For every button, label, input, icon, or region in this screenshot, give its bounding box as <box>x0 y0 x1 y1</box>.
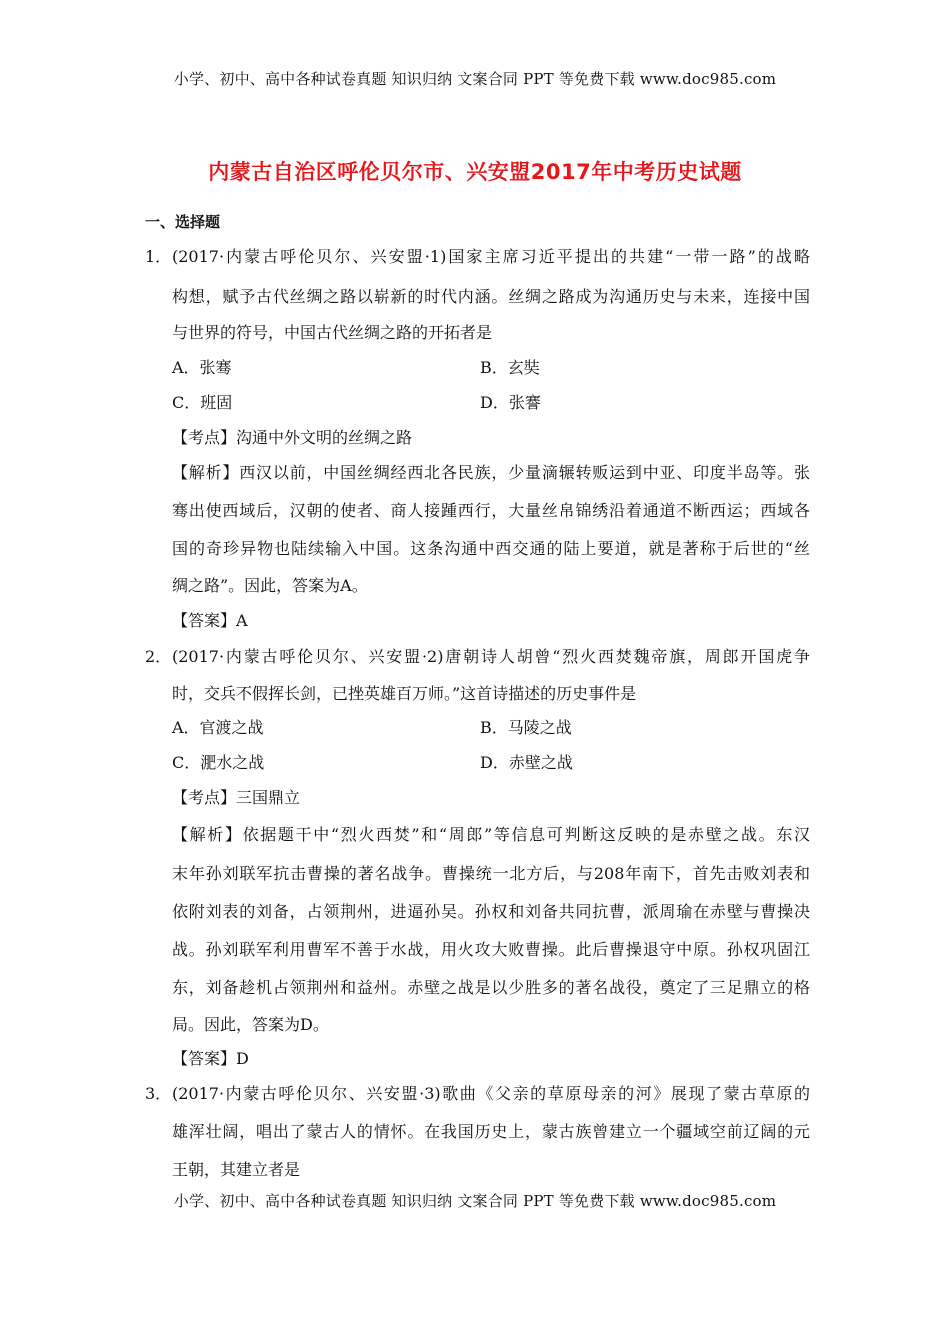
option-d: D．赤壁之战 <box>480 753 573 772</box>
question-text-line: (2017·内蒙古呼伦贝尔、兴安盟·1)国家主席习近平提出的共建“一带一路”的战略 <box>172 247 810 266</box>
question-number: 2． <box>145 647 172 666</box>
option-b: B．马陵之战 <box>480 718 572 737</box>
option-c: C．淝水之战 <box>172 753 265 772</box>
question-text-line: 雄浑壮阔，唱出了蒙古人的情怀。在我国历史上，蒙古族曾建立一个疆域空前辽阔的元 <box>172 1122 810 1141</box>
page-header: 小学、初中、高中各种试卷真题 知识归纳 文案合同 PPT 等免费下载 www.doc985.com <box>173 70 777 88</box>
analysis-line: 绸之路”。因此，答案为A。 <box>172 576 368 595</box>
option-a: A．张骞 <box>172 358 232 377</box>
question-text-line: (2017·内蒙古呼伦贝尔、兴安盟·3)歌曲《父亲的草原母亲的河》展现了蒙古草原的 <box>172 1084 810 1103</box>
analysis-line: 局。因此，答案为D。 <box>172 1015 329 1034</box>
kaodian: 【考点】沟通中外文明的丝绸之路 <box>172 428 413 447</box>
question-text-line: 构想，赋予古代丝绸之路以崭新的时代内涵。丝绸之路成为沟通历史与未来，连接中国 <box>172 287 810 306</box>
option-c: C．班固 <box>172 393 233 412</box>
question-text-line: 王朝，其建立者是 <box>172 1160 301 1179</box>
kaodian: 【考点】三国鼎立 <box>172 788 301 807</box>
option-a: A．官渡之战 <box>172 718 264 737</box>
analysis-line: 依附刘表的刘备，占领荆州，进逼孙吴。孙权和刘备共同抗曹，派周瑜在赤壁与曹操决 <box>172 902 810 921</box>
page-title: 内蒙古自治区呼伦贝尔市、兴安盟2017年中考历史试题 <box>208 160 742 184</box>
section-heading: 一、选择题 <box>145 213 221 231</box>
question-number: 3． <box>145 1084 172 1103</box>
analysis-line: 战。孙刘联军利用曹军不善于水战，用火攻大败曹操。此后曹操退守中原。孙权巩固江 <box>172 940 810 959</box>
question-text-line: 时，交兵不假挥长剑，已挫英雄百万师。”这首诗描述的历史事件是 <box>172 684 637 703</box>
option-d: D．张謇 <box>480 393 541 412</box>
analysis-line: 末年孙刘联军抗击曹操的著名战争。曹操统一北方后，与208年南下，首先击败刘表和 <box>172 864 810 883</box>
analysis-line: 国的奇珍异物也陆续输入中国。这条沟通中西交通的陆上要道，就是著称于后世的“丝 <box>172 539 810 558</box>
answer: 【答案】D <box>172 1049 249 1068</box>
analysis-line: 东，刘备趁机占领荆州和益州。赤壁之战是以少胜多的著名战役，奠定了三足鼎立的格 <box>172 978 810 997</box>
question-text-line: 与世界的符号，中国古代丝绸之路的开拓者是 <box>172 323 493 342</box>
question-text-line: (2017·内蒙古呼伦贝尔、兴安盟·2)唐朝诗人胡曾“烈火西焚魏帝旗，周郎开国虎争 <box>172 647 810 666</box>
analysis-line: 骞出使西域后，汉朝的使者、商人接踵西行，大量丝帛锦绣沿着通道不断西运；西域各 <box>172 501 810 520</box>
question-number: 1． <box>145 247 172 266</box>
page-footer: 小学、初中、高中各种试卷真题 知识归纳 文案合同 PPT 等免费下载 www.doc985.com <box>173 1192 777 1210</box>
analysis-line: 【解析】依据题干中“烈火西焚”和“周郎”等信息可判断这反映的是赤壁之战。东汉 <box>172 825 810 844</box>
answer: 【答案】A <box>172 611 248 630</box>
analysis-line: 【解析】西汉以前，中国丝绸经西北各民族，少量滴辗转贩运到中亚、印度半岛等。张 <box>172 463 810 482</box>
option-b: B．玄奘 <box>480 358 540 377</box>
